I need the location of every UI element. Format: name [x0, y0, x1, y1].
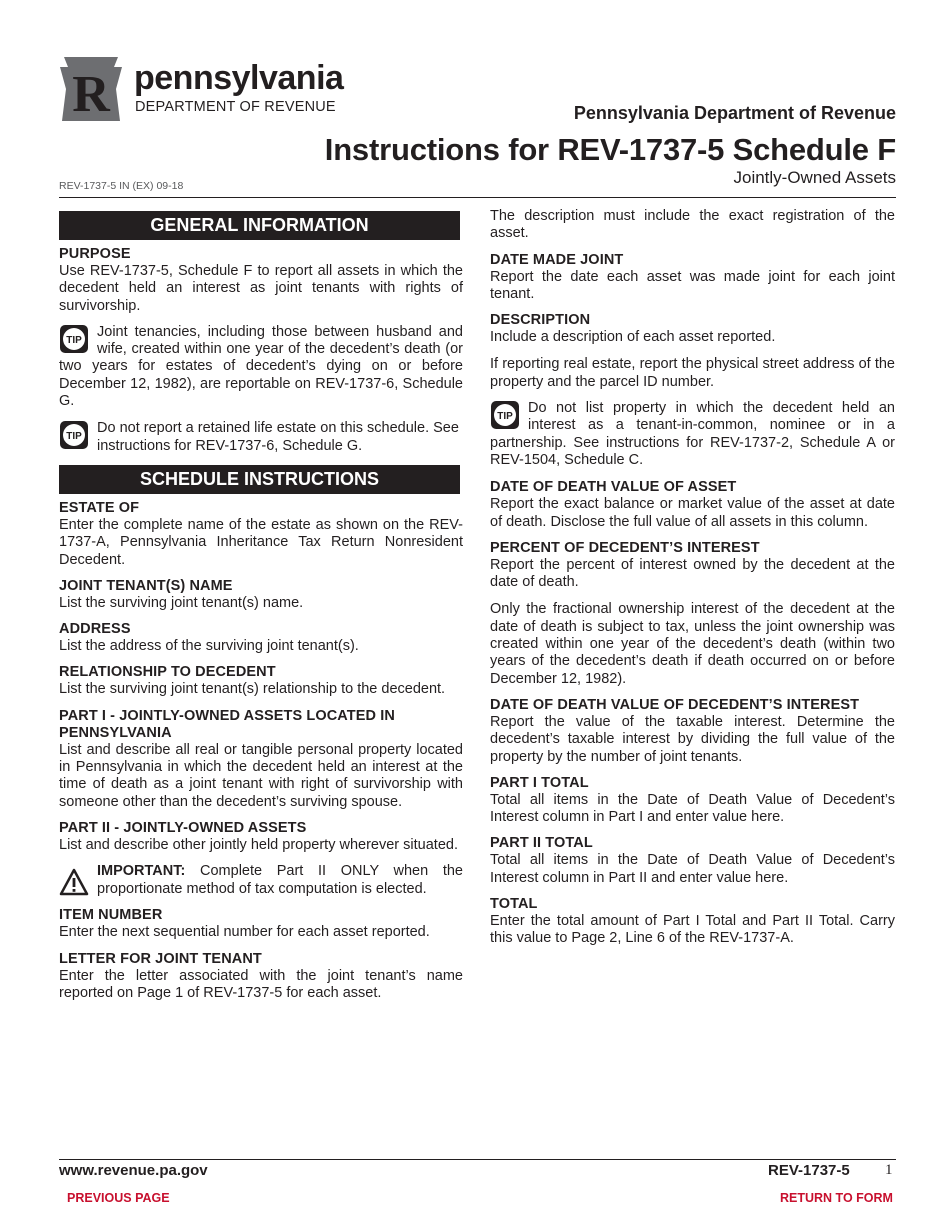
letter-heading: LETTER FOR JOINT TENANT	[59, 950, 262, 967]
part-1-text: List and describe all real or tangible personal property located in Pennsylvania in which the decedent held an interest at the time of death as a joint tenant with right of survivorship with someone other than the decedent’s surviving spouse.	[59, 741, 463, 810]
important-box	[59, 863, 463, 899]
intro-text: The description must include the exact registration of the asset.	[490, 208, 895, 242]
percent-interest-text: Report the percent of interest owned by the decedent at the date of death.	[490, 556, 895, 591]
tip-icon-label: TIP	[497, 411, 513, 423]
joint-tenant-name-section	[59, 578, 463, 612]
relationship-heading: RELATIONSHIP TO DECEDENT	[59, 664, 276, 681]
joint-tenant-name-text: List the surviving joint tenant(s) name.	[59, 594, 304, 611]
dod-value-asset-heading: DATE OF DEATH VALUE OF ASSET	[490, 479, 737, 496]
dod-value-interest-section	[490, 697, 895, 766]
date-made-joint-heading: DATE MADE JOINT	[490, 251, 624, 268]
purpose-heading: PURPOSE	[59, 246, 131, 262]
schedule-instructions-heading: SCHEDULE INSTRUCTIONS	[59, 465, 460, 494]
organization-name: Pennsylvania Department of Revenue	[573, 103, 896, 123]
tip-text: Joint tenancies, including those between husband and wife, created within one year of the decedent’s death (or two years for estates of decedent’s dying on or before December 12, 1982), are reportable on REV-1737-6, Schedule G.	[59, 323, 463, 410]
address-text: List the address of the surviving joint tenant(s).	[59, 638, 359, 655]
logo-brand: pennsylvania	[134, 59, 344, 97]
estate-of-heading: ESTATE OF	[59, 499, 140, 516]
purpose-text: Use REV-1737-5, Schedule F to report all assets in which the decedent held an interest as joint tenants with rights of survivorship.	[59, 263, 463, 314]
tip-icon-label: TIP	[66, 431, 82, 443]
tip-text: Do not list property in which the decedent held an interest as a tenant-in-common, nominee or in a partnership. See instructions for REV-1737-2, Schedule A or REV-1504, Schedule C.	[490, 400, 895, 468]
item-number-text: Enter the next sequential number for each asset reported.	[59, 924, 430, 941]
form-code: REV-1737-5 IN (EX) 09-18	[59, 180, 184, 192]
relationship-text: List the surviving joint tenant(s) relationship to the decedent.	[59, 681, 446, 698]
item-number-section	[59, 907, 463, 941]
part-2-total-section	[490, 835, 895, 887]
page-subtitle: Jointly-Owned Assets	[733, 168, 896, 187]
description-text-2: If reporting real estate, report the physical street address of the property and the parcel ID number.	[490, 356, 895, 390]
important-label: IMPORTANT:	[97, 863, 186, 880]
letter-text: Enter the letter associated with the joint tenant’s name reported on Page 1 of REV-1737-5 for each asset.	[59, 967, 463, 1001]
keystone-logo-icon	[58, 55, 124, 123]
description-text: Include a description of each asset reported.	[490, 329, 776, 346]
part-2-total-text: Total all items in the Date of Death Value of Decedent’s Interest column in Part II and enter value here.	[490, 852, 895, 886]
part-1-total-heading: PART I TOTAL	[490, 774, 589, 791]
item-number-heading: ITEM NUMBER	[59, 907, 163, 924]
tip-text: Do not report a retained life estate on this schedule. See instructions for REV-1737-6, Schedule G.	[97, 420, 459, 454]
part-1-heading: PART I - JOINTLY-OWNED ASSETS LOCATED IN PENNSYLVANIA	[59, 707, 395, 741]
estate-of-section	[59, 500, 463, 569]
description-section	[490, 312, 895, 391]
tip-icon	[490, 400, 520, 430]
joint-tenant-name-heading: JOINT TENANT(S) NAME	[59, 577, 233, 594]
part-2-text: List and describe other jointly held property wherever situated.	[59, 836, 458, 853]
description-heading: DESCRIPTION	[490, 312, 591, 329]
right-column	[490, 208, 895, 957]
left-column	[59, 208, 463, 1011]
important-text	[59, 863, 463, 898]
footer-url: www.revenue.pa.gov	[59, 1162, 208, 1179]
total-text: Enter the total amount of Part I Total and Part II Total. Carry this value to Page 2, Line 6 of the REV-1737-A.	[490, 913, 895, 947]
page-number: 1	[885, 1162, 893, 1178]
spacer	[490, 346, 895, 356]
logo-department: DEPARTMENT OF REVENUE	[135, 99, 336, 115]
letter-section	[59, 951, 463, 1003]
dod-value-asset-section	[490, 479, 895, 531]
address-heading: ADDRESS	[59, 621, 131, 638]
total-section	[490, 896, 895, 948]
general-information-heading: GENERAL INFORMATION	[59, 211, 460, 240]
header-divider	[59, 197, 896, 198]
intro-section	[490, 208, 895, 243]
part-2-section	[59, 820, 463, 854]
return-to-form-link[interactable]: RETURN TO FORM	[780, 1191, 893, 1205]
page-title: Instructions for REV-1737-5 Schedule F	[324, 132, 896, 167]
spacer	[490, 591, 895, 601]
date-made-joint-section	[490, 252, 895, 304]
percent-interest-text-2: Only the fractional ownership interest of the decedent at the date of death is subject to tax, unless the joint ownership was created within one year of the decedent’s death (within two years of the decedent’s death if death occurred on or before December 12, 1982).	[490, 601, 895, 687]
tip-box	[59, 420, 463, 455]
pa-revenue-logo	[58, 55, 348, 125]
dod-value-asset-text: Report the exact balance or market value of the asset at date of death. Disclose the full value of all assets in this column.	[490, 496, 895, 530]
dod-value-interest-heading: DATE OF DEATH VALUE OF DECEDENT’S INTEREST	[490, 696, 860, 713]
part-1-total-text: Total all items in the Date of Death Value of Decedent’s Interest column in Part I and enter value here.	[490, 791, 895, 826]
logo-letter: R	[72, 66, 110, 123]
relationship-section	[59, 664, 463, 698]
part-2-heading: PART II - JOINTLY-OWNED ASSETS	[59, 819, 307, 836]
tip-box	[490, 400, 895, 469]
date-made-joint-text: Report the date each asset was made joint for each joint tenant.	[490, 268, 895, 302]
estate-of-text: Enter the complete name of the estate as shown on the REV-1737-A, Pennsylvania Inheritance Tax Return Nonresident Decedent.	[59, 516, 463, 568]
part-2-total-heading: PART II TOTAL	[490, 835, 593, 852]
tip-box	[59, 324, 463, 410]
warning-icon	[59, 867, 89, 897]
part-1-total-section	[490, 775, 895, 827]
percent-interest-section	[490, 540, 895, 688]
dod-value-interest-text: Report the value of the taxable interest. Determine the decedent’s taxable interest by dividing the full value of the property by the number of joint tenants.	[490, 713, 895, 765]
footer-divider	[59, 1159, 896, 1160]
important-body: Complete Part II ONLY when the proportionate method of tax computation is elected.	[97, 863, 463, 897]
address-section	[59, 621, 463, 655]
part-1-section	[59, 708, 463, 811]
tip-icon	[59, 324, 89, 354]
previous-page-link[interactable]: PREVIOUS PAGE	[67, 1191, 170, 1205]
purpose-section	[59, 246, 463, 315]
footer-form-number: REV-1737-5	[768, 1162, 850, 1179]
total-heading: TOTAL	[490, 896, 538, 913]
percent-interest-heading: PERCENT OF DECEDENT’S INTEREST	[490, 539, 760, 556]
tip-icon	[59, 420, 89, 450]
tip-icon-label: TIP	[66, 334, 82, 346]
